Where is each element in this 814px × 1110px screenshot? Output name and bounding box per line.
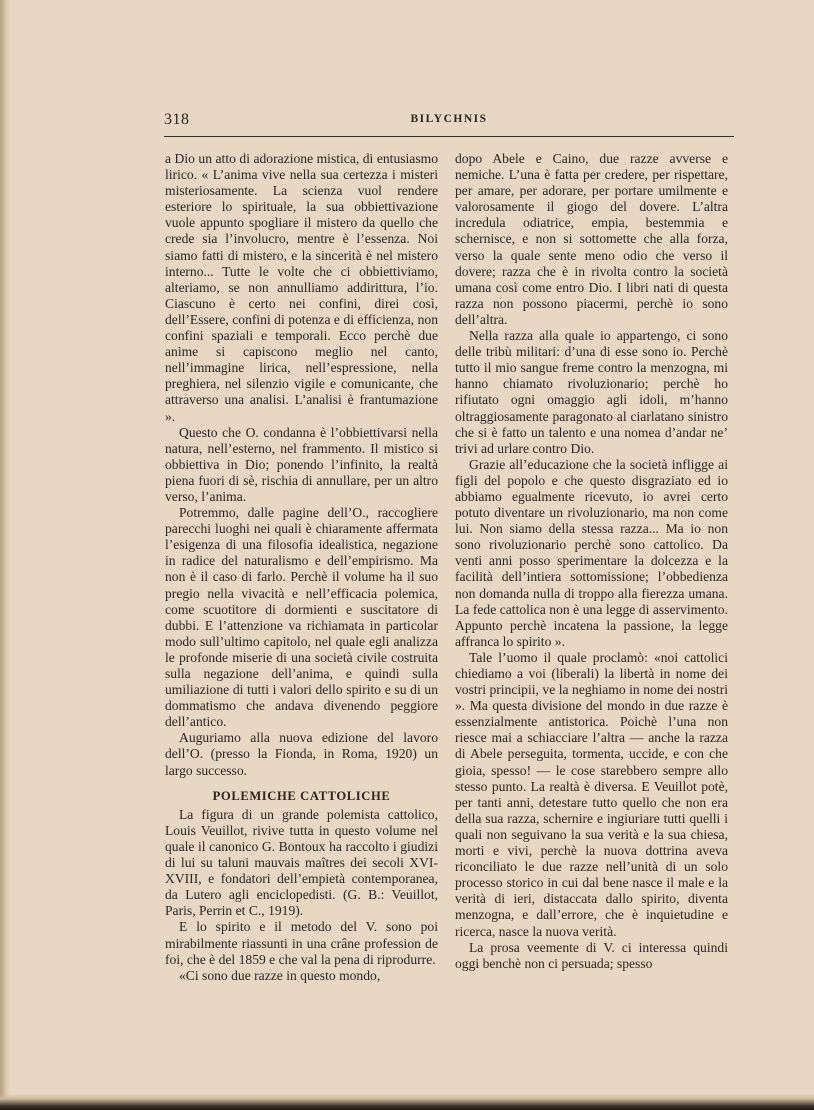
right-column [455,151,728,972]
page-bottom-edge [0,1094,814,1110]
page-header [164,111,734,139]
paragraph: La prosa veemente di V. ci interessa quindi oggi benchè non ci persuada; spesso [455,939,728,971]
paragraph: E lo spirito e il metodo del V. sono poi mirabilmente riassunti in una crâne profession de foi, che è del 1859 e che val la pena di riprodurre. [165,919,438,967]
paragraph: a Dio un atto di adorazione mistica, di entusiasmo lirico. « L’anima vive nella sua certezza i misteri misteriosamente. La scienza vuol rendere esteriore lo spirituale, la sua obbiettivazione vuole appunto spogliare il mistero da quello che crede sia l’involucro, mentre è l’essenza. Noi siamo fatti di mistero, e la sincerità è nel mistero interno... Tutte le volte che ci obbiettiviamo, alteriamo, se non annulliamo addirittura, l’io. Ciascuno è certo nei confini, direi così, dell’Essere, confini di potenza e di efficienza, non confini spaziali e temporali. Ecco perchè due anime si capiscono meglio nel canto, nell’immagine lirica, nell’espressione, nella preghiera, nel silenzio vigile e comunicante, che attraverso una analisi. L’analisi è frantumazione ». [165,151,438,424]
paragraph: dopo Abele e Caino, due razze avverse e nemiche. L’una è fatta per credere, per rispettare, per amare, per adorare, per portare umilmente e valorosamente il giogo del dovere. L’altra incredula odiatrice, empia, bestemmia e schernisce, e non si sottomette che alla forza, verso la quale sente meno odio che verso il dovere; razza che è in rivolta contro la società umana così come entro Dio. I libri nati di questa razza non possono piacermi, perchè io sono dell’altra. [455,151,728,327]
left-column [165,151,438,984]
page-edge-shadow [0,0,10,1110]
paragraph: La figura di un grande polemista cattolico, Louis Veuillot, rivive tutta in questo volume nel quale il canonico G. Bontoux ha raccolto i giudizi di lui su taluni mauvais maîtres dei secoli XVI-XVIII, e fondatori dell’empietà contemporanea, da Lutero agli enciclopedisti. (G. B.: Veuillot, Paris, Perrin et C., 1919). [165,806,438,919]
paragraph: «Ci sono due razze in questo mondo, [179,967,381,983]
paragraph: Grazie all’educazione che la società infligge ai figli del popolo e che questo disgraziato ed io abbiamo egualmente ricevuto, io avrei certo potuto diventare un rivoluzionario, ma non come lui. Non siamo della stessa razza... Ma io non sono rivoluzionario perchè sono cattolico. Da venti anni posso sperimentare la dolcezza e la facilità dell’intiera sottomissione; l’obbedienza non domanda nulla di troppo alla fierezza umana. La fede cattolica non è una legge di asservimento. Appunto perchè incatena la passione, la legge affranca lo spirito ». [455,456,728,649]
page-number: 318 [164,111,190,128]
paragraph: Questo che O. condanna è l’obbiettivarsi nella natura, nell’esterno, nel frammento. Il mistico si obbiettiva in Dio; ponendo l’infinito, la realtà piena fuori di sè, rischia di annullare, per un altro verso, l’anima. [165,424,438,504]
paragraph: Potremmo, dalle pagine dell’O., raccogliere parecchi luoghi nei quali è chiaramente affermata l’esigenza di una filosofia idealistica, negazione in radice del naturalismo e dell’empirismo. Ma non è il caso di farlo. Perchè il volume ha il suo pregio nella vivacità e nell’efficacia polemica, come scuotitore di dormienti e suscitatore di dubbi. E l’attenzione va richiamata in particolar modo sull’ultimo capitolo, nel quale egli analizza le profonde miserie di una società civile costruita sulla negazione dell’anima, e quindi sulla umiliazione di tutti i valori dello spirito e su di un dommatismo che andava divenendo peggiore dell’antico. [165,505,438,730]
paragraph: Auguriamo alla nuova edizione del lavoro dell’O. (presso la Fionda, in Roma, 1920) un largo successo. [165,730,438,778]
paragraph: Nella razza alla quale io appartengo, ci sono delle tribù militari: d’una di esse sono io. Perchè tutto il mio sangue freme contro la menzogna, mi hanno chiamato rivoluzionario; perchè ho rifiutato ogni omaggio agli idoli, m’hanno oltraggiosamente paragonato al ciarlatano sinistro che si è fatto un talento e una nomea d’andar ne’ trivi ad urlare contro Dio. [455,328,728,456]
header-rule [164,136,734,137]
section-heading: POLEMICHE CATTOLICHE [212,788,391,803]
running-title: BILYCHNIS [410,113,488,125]
paragraph: Tale l’uomo il quale proclamò: «noi cattolici chiediamo a voi (liberali) la libertà in nome dei vostri principii, ve la neghiamo in nome dei nostri ». Ma questa divisione del mondo in due razze è essenzialmente antistorica. Poichè l’una non riesce mai a schiacciare l’altra — anche la razza di Abele perseguita, tormenta, uccide, e con che gioia, spesso! — le cose starebbero sempre allo stesso punto. La realtà è diversa. E Veuillot potè, per tanti anni, detestare tutto quello che non era della sua razza, schernire e ingiuriare tutti quelli i quali non seguivano la sua verità e la sua chiesa, morti e vivi, perchè la nuova dottrina aveva riconciliato le due razze nell’unità di un solo processo storico in cui dal bene nasce il male e la verità di ieri, distaccata dallo spirito, diventa menzogna, e dall’errore, che è inquietudine e ricerca, nasce la nuova verità. [455,649,728,939]
